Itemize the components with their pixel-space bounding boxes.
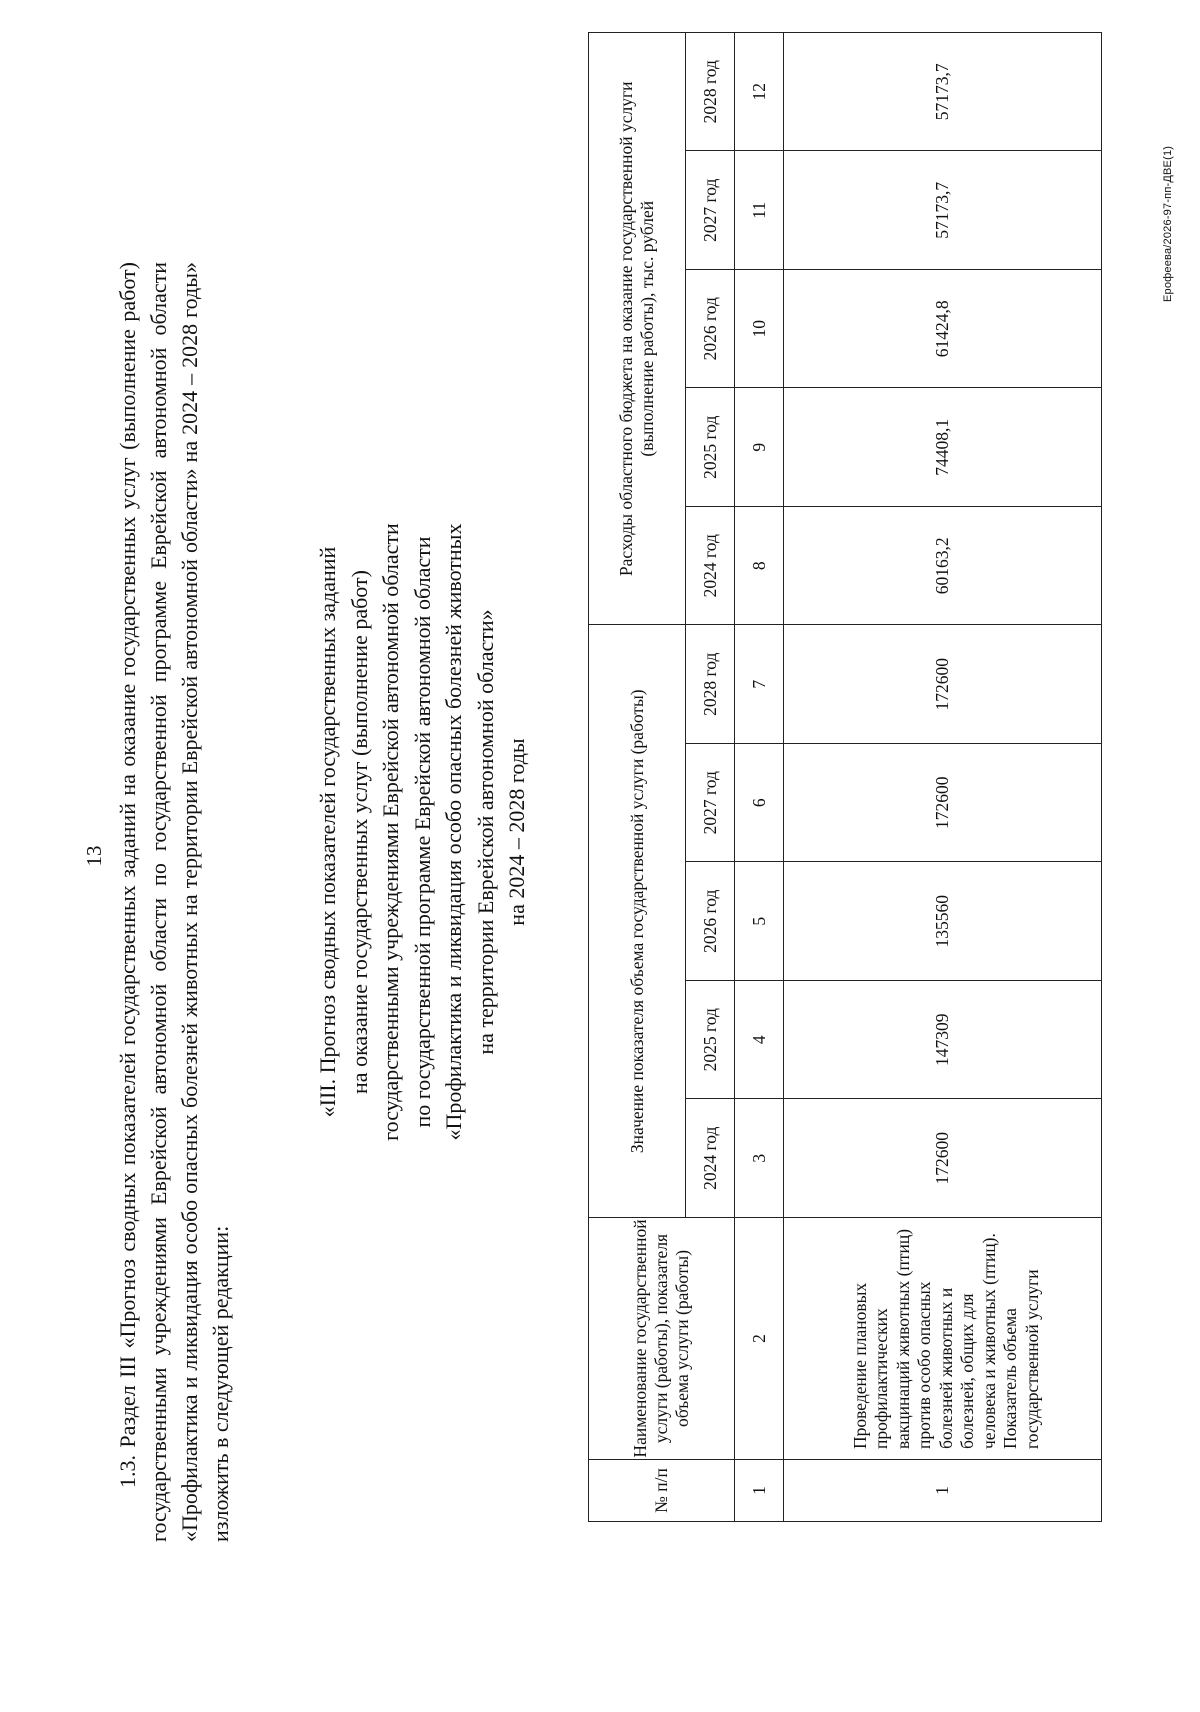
column-number-row <box>735 33 784 1522</box>
row-num: 1 <box>784 1460 1102 1522</box>
expense-cell: 57173,7 <box>784 33 1102 152</box>
expense-cell: 61424,8 <box>784 270 1102 389</box>
heading-line: на территории Еврейской автономной области» <box>472 609 498 1055</box>
column-number: 8 <box>735 507 784 626</box>
expense-cell: 74408,1 <box>784 388 1102 507</box>
header-year: 2025 год <box>686 981 735 1100</box>
intro-text <box>112 262 236 1542</box>
column-number: 11 <box>735 151 784 270</box>
table-row <box>784 33 1102 1522</box>
page-number: 13 <box>82 845 106 867</box>
column-number: 12 <box>735 33 784 152</box>
column-number: 7 <box>735 625 784 744</box>
row-name: Проведение плановых профилактических вакцинаций животных (птиц) против особо опасных болезней животных и болезней, общих для человека и животных (птиц). Показатель объема государственной услуги <box>784 1218 1102 1460</box>
column-number: 6 <box>735 744 784 863</box>
table-header-row <box>589 33 686 1522</box>
heading-line: по государственной программе Еврейской автономной области <box>409 536 435 1128</box>
header-expense-group: Расходы областного бюджета на оказание государственной услуги (выполнение работы), тыс. рублей <box>589 33 686 626</box>
column-number: 4 <box>735 981 784 1100</box>
header-year: 2027 год <box>686 744 735 863</box>
header-year: 2028 год <box>686 625 735 744</box>
column-number: 9 <box>735 388 784 507</box>
volume-cell: 172600 <box>784 1099 1102 1218</box>
header-year: 2024 год <box>686 507 735 626</box>
header-year: 2026 год <box>686 270 735 389</box>
intro-paragraph: 1.3. Раздел III «Прогноз сводных показателей государственных заданий на оказание государственных услуг (выполнение работ) государственными учреждениями Еврейской автономной области по государственной программе Еврейской автономной области «Профилактика и ликвидация особо опасных болезней животных на территории Еврейской автономной области» на 2024 – 2028 годы» изложить в следующей редакции: <box>115 262 233 1542</box>
heading-line: на 2024 – 2028 годы <box>504 738 529 926</box>
heading-line: «III. Прогноз сводных показателей государственных заданий <box>315 546 340 1118</box>
column-number: 2 <box>735 1218 784 1460</box>
expense-cell: 57173,7 <box>784 151 1102 270</box>
header-volume-group: Значение показателя объема государственной услуги (работы) <box>589 625 686 1218</box>
header-year: 2027 год <box>686 151 735 270</box>
volume-cell: 135560 <box>784 862 1102 981</box>
volume-cell: 172600 <box>784 744 1102 863</box>
expense-cell: 60163,2 <box>784 507 1102 626</box>
heading-line: государственными учреждениями Еврейской автономной области <box>378 523 403 1141</box>
forecast-table <box>588 32 1102 1522</box>
column-number: 1 <box>735 1460 784 1522</box>
heading-line: «Профилактика и ликвидация особо опасных болезней животных <box>441 523 466 1141</box>
header-year: 2028 год <box>686 33 735 152</box>
heading-line: на оказание государственных услуг (выполнение работ) <box>346 570 372 1094</box>
volume-cell: 172600 <box>784 625 1102 744</box>
column-number: 5 <box>735 862 784 981</box>
header-name: Наименование государственной услуги (работы), показателя объема услуги (работы) <box>589 1218 735 1460</box>
section-heading <box>312 472 533 1192</box>
column-number: 10 <box>735 270 784 389</box>
header-year: 2026 год <box>686 862 735 981</box>
volume-cell: 147309 <box>784 981 1102 1100</box>
header-year: 2024 год <box>686 1099 735 1218</box>
header-year: 2025 год <box>686 388 735 507</box>
document-code: Ерофеева/2026-97-пп-ДВЕ(1) <box>1162 145 1174 302</box>
header-num: № п/п <box>589 1460 735 1522</box>
column-number: 3 <box>735 1099 784 1218</box>
